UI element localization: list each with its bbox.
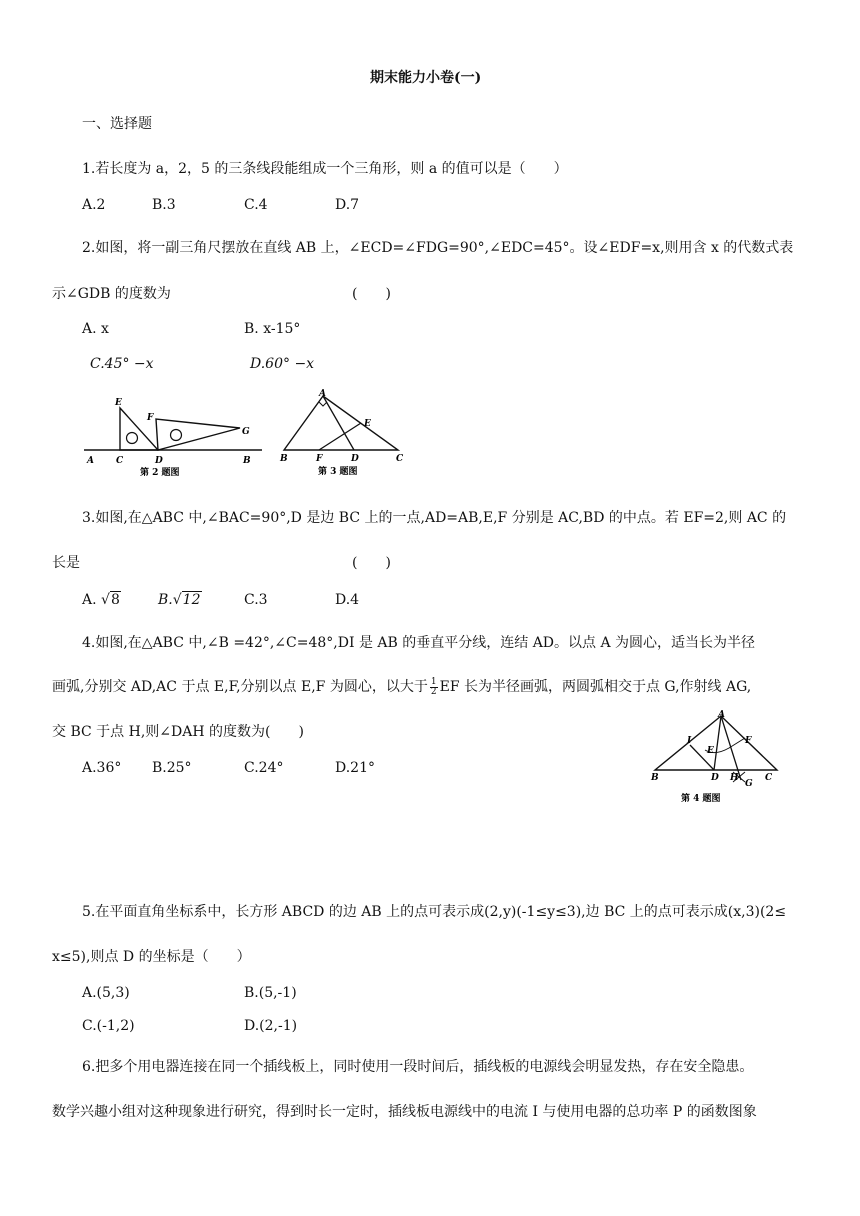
- fig2-circle-1: [127, 433, 138, 444]
- section-heading: 一、选择题: [82, 116, 152, 132]
- q3-option-b: B.√12: [158, 592, 201, 608]
- fig2-label-a: A: [87, 456, 94, 466]
- fig3-caption: 第 3 题图: [318, 467, 358, 477]
- q3-option-d: D.4: [335, 592, 360, 608]
- fig3-label-f: F: [316, 454, 323, 464]
- q2-stem-line2: 示∠GDB 的度数为: [52, 286, 171, 302]
- q1-option-d: D.7: [335, 197, 360, 213]
- fig3-label-a: A: [319, 389, 326, 399]
- q3-option-a: A. √8: [82, 592, 120, 608]
- fig4-label-c: C: [765, 773, 773, 783]
- fig3-label-d: D: [351, 454, 359, 464]
- fig4-label-f: F: [745, 736, 752, 746]
- fig3-right-angle-mark: [319, 402, 327, 406]
- fig4-label-g: G: [745, 779, 753, 789]
- fig2-label-b: B: [243, 456, 251, 466]
- q5-option-b: B.(5,-1): [244, 985, 297, 1001]
- fig3-segment-ef: [319, 423, 361, 450]
- fraction-one-half: $\frac{1}{2}$: [430, 676, 437, 697]
- fig4-label-h: H: [730, 773, 739, 783]
- fig3-label-b: B: [280, 454, 288, 464]
- fig2-label-f: F: [147, 413, 154, 423]
- q5-stem-line1: 5.在平面直角坐标系中，长方形 ABCD 的边 AB 上的点可表示成(2,y)(-1≤y≤3),边 BC 上的点可表示成(x,3)(2≤: [82, 904, 787, 920]
- fig3-label-e: E: [364, 419, 371, 429]
- fig3-segment-ad: [323, 396, 354, 450]
- q5-option-d: D.(2,-1): [244, 1018, 298, 1034]
- q3-stem-line1: 3.如图,在△ABC 中,∠BAC=90°,D 是边 BC 上的一点,AD=AB,E,F 分别是 AC,BD 的中点。若 EF=2,则 AC 的: [82, 510, 787, 526]
- fig4-label-e: E: [707, 746, 714, 756]
- q1-option-a: A.2: [82, 197, 106, 213]
- fig4-label-b: B: [651, 773, 659, 783]
- q2-answer-paren: ( ): [352, 286, 391, 302]
- fig4-segment-ad: [714, 716, 721, 770]
- fig2-caption: 第 2 题图: [140, 468, 180, 478]
- q4-stem-line3: 交 BC 于点 H,则∠DAH 的度数为( ): [52, 724, 304, 740]
- fig2-label-e: E: [115, 398, 122, 408]
- q1-option-c: C.4: [244, 197, 268, 213]
- fig4-label-a: A: [718, 710, 725, 720]
- q2-option-d: D.60° −x: [250, 356, 315, 372]
- fig2-label-d: D: [155, 456, 163, 466]
- q1-option-b: B.3: [152, 197, 176, 213]
- figure-2: [80, 390, 270, 480]
- fig4-label-i: I: [687, 736, 692, 746]
- q3-option-c: C.3: [244, 592, 268, 608]
- q5-stem-line2: x≤5),则点 D 的坐标是（ ）: [52, 949, 251, 965]
- q2-option-c: C.45° −x: [90, 356, 154, 372]
- fig3-triangle-abc: [284, 396, 398, 450]
- fig3-label-c: C: [396, 454, 404, 464]
- q4-option-a: A.36°: [82, 760, 122, 776]
- q4-stem-line2: 画弧,分别交 AD,AC 于点 E,F,分别以点 E,F 为圆心，以大于 $\frac{1}{2}$ EF 长为半径画弧，两圆弧相交于点 G,作射线 AG,: [52, 676, 752, 697]
- q5-option-c: C.(-1,2): [82, 1018, 135, 1034]
- q1-stem: 1.若长度为 a，2，5 的三条线段能组成一个三角形，则 a 的值可以是（ ）: [82, 161, 568, 177]
- fig4-label-d: D: [711, 773, 719, 783]
- fig2-label-c: C: [116, 456, 124, 466]
- q2-option-b: B. x-15°: [244, 321, 301, 337]
- fig2-label-g: G: [242, 427, 250, 437]
- fig2-circle-2: [171, 430, 182, 441]
- q3-answer-paren: ( ): [352, 555, 391, 571]
- q6-stem-line2: 数学兴趣小组对这种现象进行研究，得到时长一定时，插线板电源线中的电流 I 与使用电器的总功率 P 的函数图象: [52, 1104, 757, 1120]
- q2-stem-line1: 2.如图，将一副三角尺摆放在直线 AB 上，∠ECD=∠FDG=90°,∠EDC=45°。设∠EDF=x,则用含 x 的代数式表: [82, 240, 794, 256]
- q2-option-a: A. x: [82, 321, 109, 337]
- q4-option-b: B.25°: [152, 760, 192, 776]
- figure-3: [278, 388, 408, 480]
- q3-stem-line2: 长是: [52, 555, 80, 571]
- q4-option-c: C.24°: [244, 760, 284, 776]
- q5-option-a: A.(5,3): [82, 985, 130, 1001]
- fig2-triangle-fdg: [156, 419, 240, 450]
- fig4-triangle-abc: [655, 716, 777, 770]
- q4-stem-line1: 4.如图,在△ABC 中,∠B =42°,∠C=48°,DI 是 AB 的垂直平分线，连结 AD。以点 A 为圆心，适当长为半径: [82, 635, 756, 651]
- q4-option-d: D.21°: [335, 760, 375, 776]
- page-title: 期末能力小卷(一): [370, 70, 482, 86]
- q6-stem-line1: 6.把多个用电器连接在同一个插线板上，同时使用一段时间后，插线板的电源线会明显发热，存在安全隐患。: [82, 1059, 754, 1075]
- figure-4: [645, 708, 785, 808]
- fig4-caption: 第 4 题图: [681, 794, 721, 804]
